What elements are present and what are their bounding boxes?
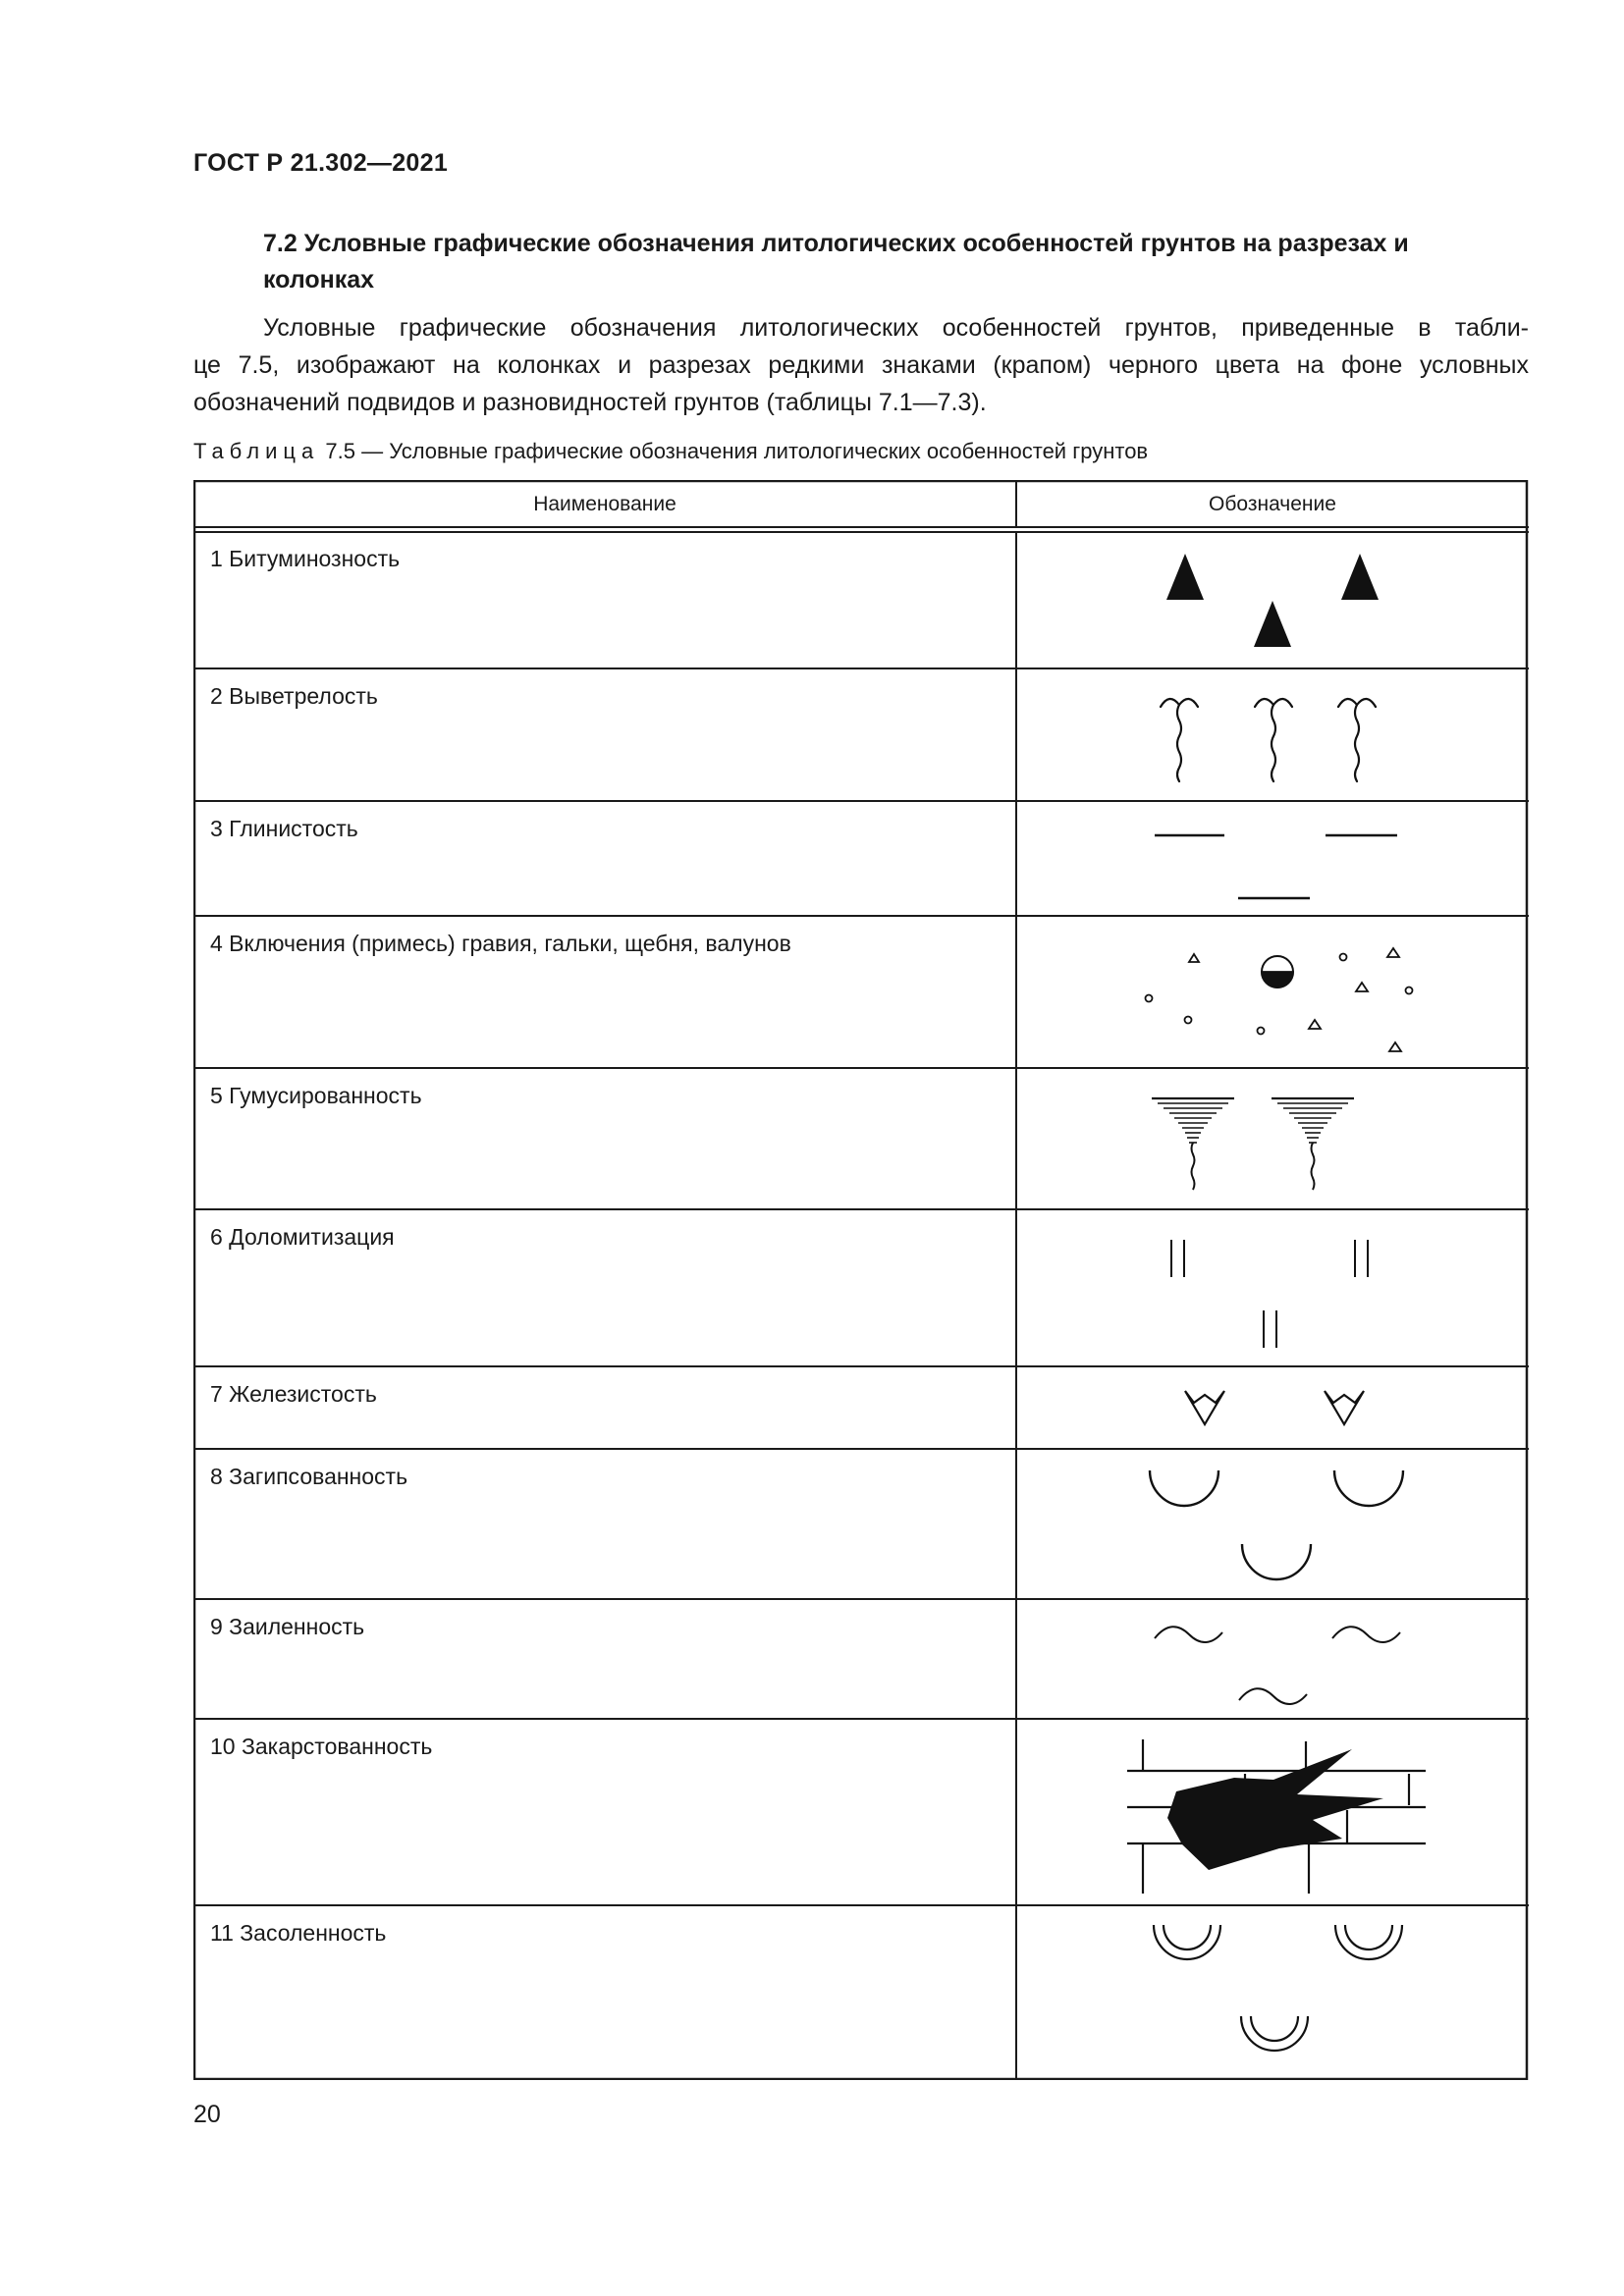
salinity-double-arcs-icon bbox=[1154, 1925, 1402, 2051]
gypsum-arcs-icon bbox=[1150, 1470, 1403, 1579]
page-number: 20 bbox=[193, 2101, 221, 2128]
row-name-8: 8 Загипсованность bbox=[210, 1464, 408, 1489]
row-name-6: 6 Доломитизация bbox=[210, 1224, 395, 1250]
paragraph-line-1: Условные графические обозначения литологических особенностей грунтов, приведенные в табли- bbox=[263, 314, 1529, 342]
ferruginous-icon bbox=[1185, 1391, 1364, 1424]
dolomitization-icon bbox=[1171, 1240, 1368, 1348]
row-name-3: 3 Глинистость bbox=[210, 816, 358, 841]
paragraph-line-2: це 7.5, изображают на колонках и разрезах редкими знаками (крапом) черного цвета на фоне условных bbox=[193, 351, 1529, 379]
row-name-4: 4 Включения (примесь) гравия, гальки, щебня, валунов bbox=[210, 931, 791, 956]
row-name-7: 7 Железистость bbox=[210, 1381, 377, 1407]
weathering-icon bbox=[1161, 699, 1376, 781]
row-name-5: 5 Гумусированность bbox=[210, 1083, 422, 1108]
document-code: ГОСТ Р 21.302—2021 bbox=[193, 149, 449, 177]
inclusions-icon bbox=[1146, 948, 1413, 1051]
symbols-table bbox=[193, 480, 1529, 2080]
header-symbol: Обозначение bbox=[1209, 493, 1336, 515]
header-name: Наименование bbox=[533, 493, 677, 515]
silt-tilde-icon bbox=[1155, 1627, 1400, 1704]
row-name-10: 10 Закарстованность bbox=[210, 1734, 433, 1759]
paragraph-line-3: обозначений подвидов и разновидностей грунтов (таблицы 7.1—7.3). bbox=[193, 389, 987, 416]
table-caption bbox=[193, 439, 1148, 464]
table-caption-text: 7.5 — Условные графические обозначения литологических особенностей грунтов bbox=[325, 439, 1149, 463]
bituminous-triangles-icon bbox=[1166, 554, 1379, 647]
row-name-9: 9 Заиленность bbox=[210, 1614, 365, 1639]
section-title: 7.2 Условные графические обозначения литологических особенностей грунтов на разрезах и колонках bbox=[263, 230, 1409, 294]
row-name-2: 2 Выветрелость bbox=[210, 683, 378, 709]
karst-icon bbox=[1127, 1739, 1426, 1894]
humus-icon bbox=[1152, 1098, 1354, 1190]
clayiness-dashes-icon bbox=[1155, 835, 1397, 898]
row-name-11: 11 Засоленность bbox=[210, 1920, 387, 1946]
table-caption-word: Таблица bbox=[193, 439, 320, 463]
intro-paragraph bbox=[193, 309, 1529, 421]
row-name-1: 1 Битуминозность bbox=[210, 546, 401, 571]
